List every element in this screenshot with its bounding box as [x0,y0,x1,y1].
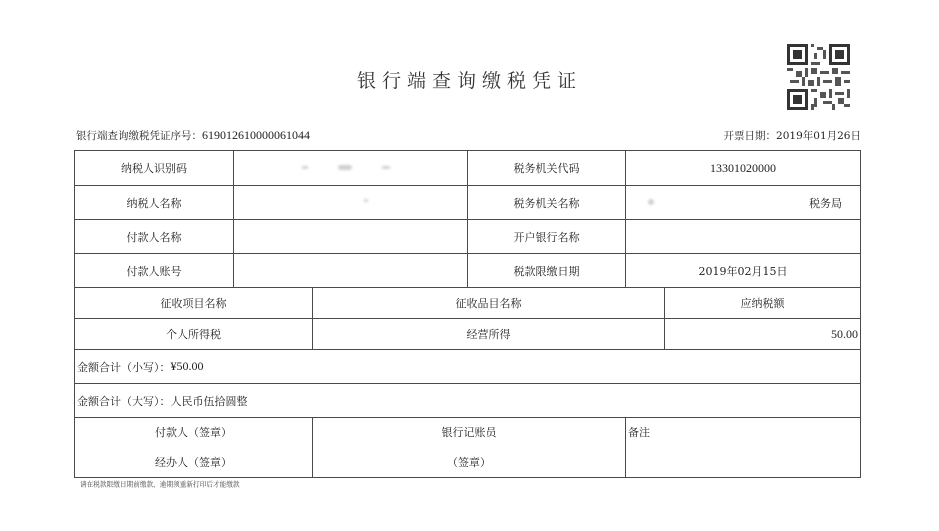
redaction-mark [364,199,368,202]
payer-name-label: 付款人名称 [126,230,182,244]
tax-office-name-label: 税务机关名称 [513,196,580,210]
payer-account-label: 付款人账号 [126,264,182,278]
total-big [75,384,860,417]
issue-date-value: 2019年01月26日 [776,130,861,142]
total-small-label: 金额合计（小写）： [77,360,171,374]
items-header-category: 征收品目名称 [455,297,522,310]
total-big-value: 人民币伍拾圆整 [170,394,248,408]
payer-signature: 付款人（签章） [155,426,232,439]
issue-date-label: 开票日期： [723,130,777,142]
total-big-label: 金额合计（大写）： [77,394,171,408]
tax-office-name-value [626,186,844,219]
tax-office-name-text: 税务局 [809,196,842,210]
items-header-amount: 应纳税额 [740,297,785,310]
redaction-mark [648,199,654,205]
redaction-mark [302,166,308,169]
handler-signature: 经办人（签章） [155,456,232,469]
redaction-mark [382,166,390,169]
total-small-value: ¥50.00 [170,359,204,373]
item-amount: 50.00 [831,326,858,341]
taxpayer-name-value [234,186,467,219]
remark-label: 备注 [628,426,650,439]
taxpayer-id-label: 纳税人识别码 [121,162,187,175]
deadline-value: 2019年02月15日 [698,264,788,278]
bank-seal-label: （签章） [447,456,491,469]
taxpayer-name-label: 纳税人名称 [126,196,182,210]
total-small [75,350,860,383]
bank-name-label: 开户银行名称 [513,230,580,244]
redaction-mark [338,165,352,170]
deadline-label: 税款限缴日期 [513,264,580,278]
footer-note: 请在税款限缴日期前缴款，逾期须重新打印后才能缴款 [80,480,240,489]
items-header-project: 征收项目名称 [160,297,227,310]
item-project: 个人所得税 [166,328,221,341]
document-title: 银行端查询缴税凭证 [356,70,582,92]
serial-value: 619012610000061044 [202,128,310,142]
tax-office-code-value: 13301020000 [710,160,776,175]
bank-clerk-label: 银行记账员 [441,426,497,439]
tax-office-code-label: 税务机关代码 [513,162,580,175]
item-category: 经营所得 [466,328,511,341]
taxpayer-id-value [234,151,467,185]
serial-label: 银行端查询缴税凭证序号： [76,130,202,142]
